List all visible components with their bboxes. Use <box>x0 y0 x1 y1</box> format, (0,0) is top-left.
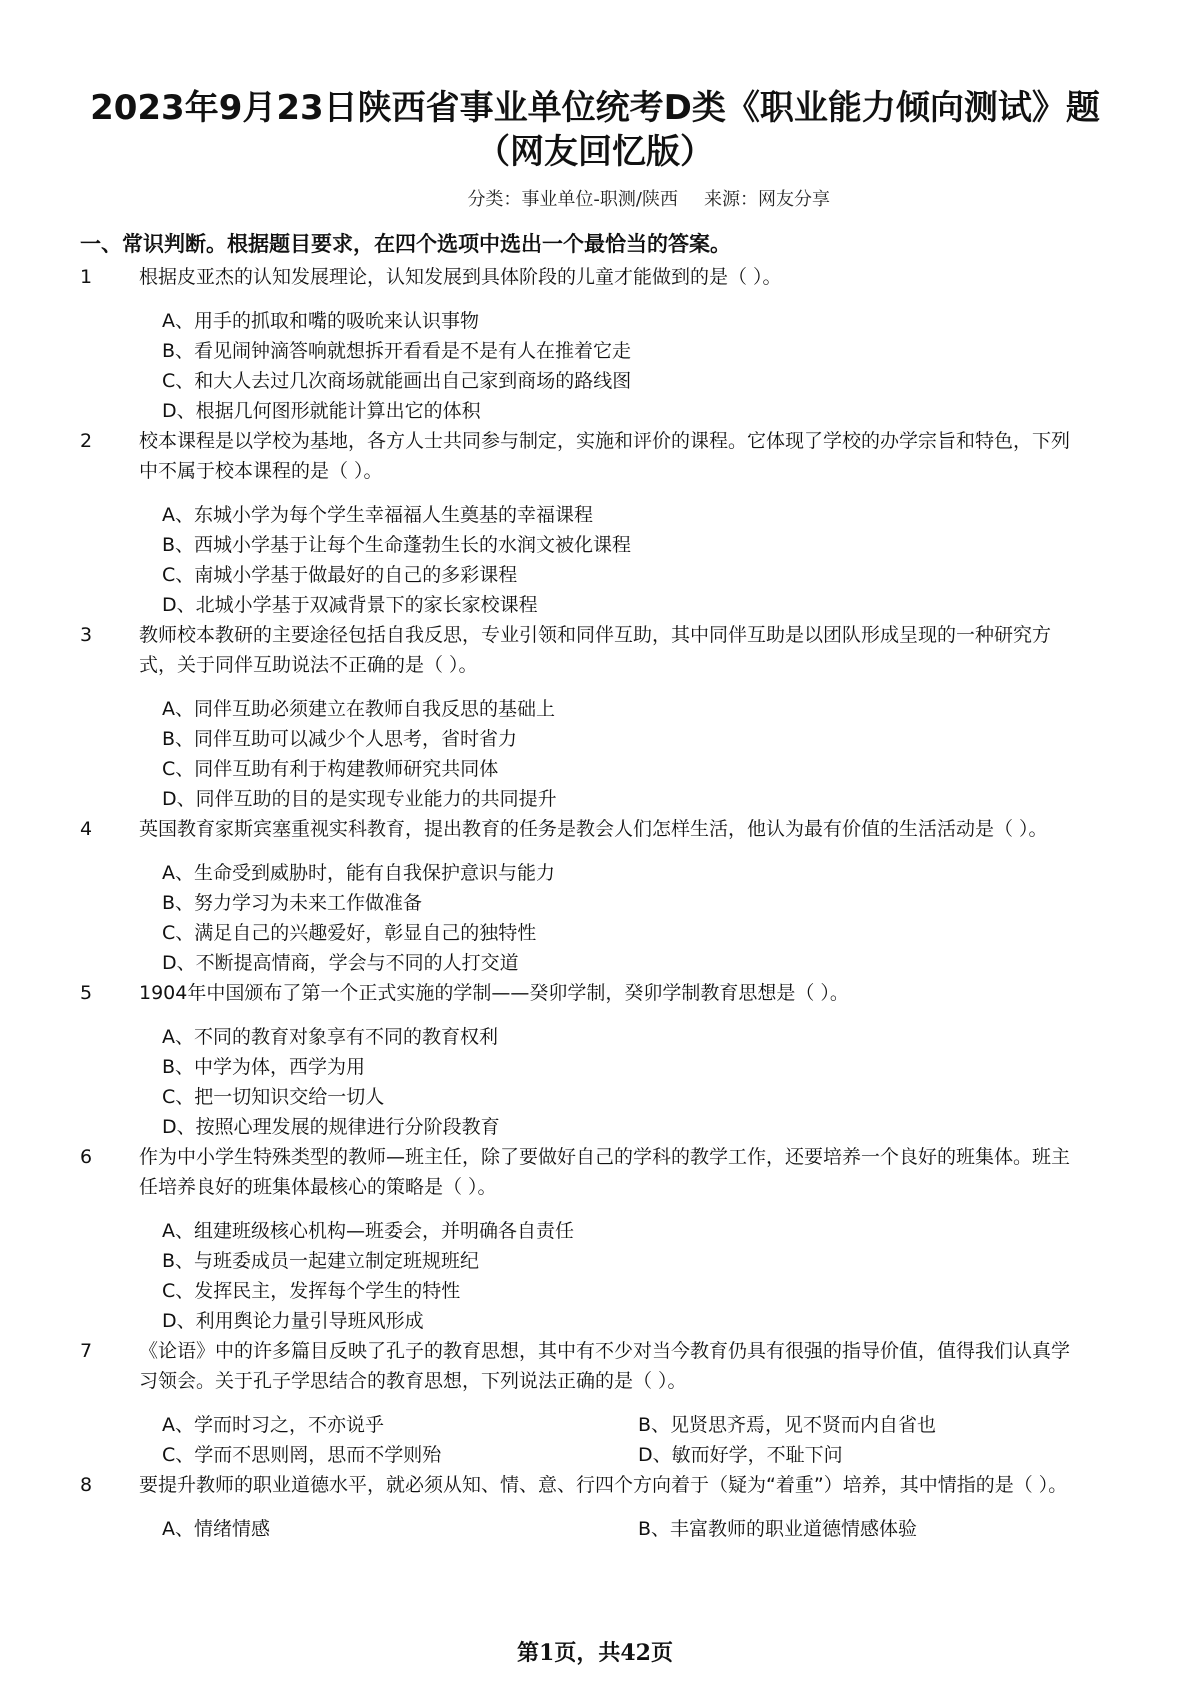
option-a: A、情绪情感 <box>162 1518 270 1540</box>
option-b: B、西城小学基于让每个生命蓬勃生长的水润文被化课程 <box>162 534 632 556</box>
question-number: 2 <box>80 430 93 452</box>
question-list <box>0 262 1190 1544</box>
question-1 <box>0 262 1190 426</box>
option-list <box>162 858 1190 978</box>
option-a: A、用手的抓取和嘴的吸吮来认识事物 <box>162 310 479 332</box>
option-a: A、生命受到威胁时，能有自我保护意识与能力 <box>162 862 555 884</box>
option-d: D、北城小学基于双减背景下的家长家校课程 <box>162 594 538 616</box>
question-8 <box>0 1470 1190 1544</box>
option-d: D、不断提高情商，学会与不同的人打交道 <box>162 952 519 974</box>
option-b: B、同伴互助可以减少个人思考，省时省力 <box>162 728 518 750</box>
option-b: B、与班委成员一起建立制定班规班纪 <box>162 1250 480 1272</box>
option-b: B、中学为体，西学为用 <box>162 1056 366 1078</box>
question-stem: 1904年中国颁布了第一个正式实施的学制——癸卯学制，癸卯学制教育思想是（ ）。 <box>139 982 849 1004</box>
option-list <box>162 694 1190 814</box>
question-stem: 教师校本教研的主要途径包括自我反思，专业引领和同伴互助，其中同伴互助是以团队形成呈现的一种研究方式，关于同伴互助说法不正确的是（ ）。 <box>139 624 1052 676</box>
option-c: C、和大人去过几次商场就能画出自己家到商场的路线图 <box>162 370 632 392</box>
option-c: C、同伴互助有利于构建教师研究共同体 <box>162 758 499 780</box>
option-b: B、看见闹钟滴答响就想拆开看看是不是有人在推着它走 <box>162 340 632 362</box>
option-c: C、学而不思则罔，思而不学则殆 <box>162 1444 442 1466</box>
question-stem: 根据皮亚杰的认知发展理论，认知发展到具体阶段的儿童才能做到的是（ ）。 <box>139 266 782 288</box>
option-d: D、利用舆论力量引导班风形成 <box>162 1310 424 1332</box>
question-stem: 要提升教师的职业道德水平，就必须从知、情、意、行四个方向着于（疑为“着重”）培养，其中情指的是（ ）。 <box>139 1474 1068 1496</box>
question-number: 5 <box>80 982 93 1004</box>
section-heading: 一、常识判断。根据题目要求，在四个选项中选出一个最恰当的答案。 <box>80 232 731 256</box>
question-stem: 《论语》中的许多篇目反映了孔子的教育思想，其中有不少对当今教育仍具有很强的指导价值，值得我们认真学习领会。关于孔子学思结合的教育思想，下列说法正确的是（ ）。 <box>139 1340 1071 1392</box>
option-c: C、满足自己的兴趣爱好，彰显自己的独特性 <box>162 922 537 944</box>
question-4 <box>0 814 1190 978</box>
question-3 <box>0 620 1190 814</box>
option-list <box>162 1022 1190 1142</box>
option-c: C、发挥民主，发挥每个学生的特性 <box>162 1280 461 1302</box>
option-list <box>162 1410 1190 1470</box>
question-stem: 英国教育家斯宾塞重视实科教育，提出教育的任务是教会人们怎样生活，他认为最有价值的生活活动是（ ）。 <box>139 818 1048 840</box>
source-label: 来源：网友分享 <box>704 189 830 210</box>
page-title <box>60 86 1130 174</box>
option-d: D、根据几何图形就能计算出它的体积 <box>162 400 481 422</box>
option-b: B、丰富教师的职业道德情感体验 <box>638 1518 918 1540</box>
question-number: 7 <box>80 1340 93 1362</box>
option-list <box>162 1216 1190 1336</box>
option-list <box>162 500 1190 620</box>
option-list <box>162 306 1190 426</box>
option-c: C、把一切知识交给一切人 <box>162 1086 385 1108</box>
question-number: 3 <box>80 624 93 646</box>
option-a: A、不同的教育对象享有不同的教育权利 <box>162 1026 498 1048</box>
option-d: D、同伴互助的目的是实现专业能力的共同提升 <box>162 788 557 810</box>
option-b: B、见贤思齐焉，见不贤而内自省也 <box>638 1414 937 1436</box>
title-line-1: 2023年9月23日陕西省事业单位统考D类《职业能力倾向测试》题 <box>90 88 1100 128</box>
option-d: D、按照心理发展的规律进行分阶段教育 <box>162 1116 500 1138</box>
question-7 <box>0 1336 1190 1470</box>
title-line-2: （网友回忆版） <box>476 132 714 172</box>
question-stem: 校本课程是以学校为基地，各方人士共同参与制定，实施和评价的课程。它体现了学校的办学宗旨和特色，下列中不属于校本课程的是（ ）。 <box>139 430 1071 482</box>
option-list <box>162 1514 1190 1544</box>
question-2 <box>0 426 1190 620</box>
option-d: D、敏而好学，不耻下问 <box>638 1444 843 1466</box>
option-a: A、组建班级核心机构—班委会，并明确各自责任 <box>162 1220 574 1242</box>
option-a: A、学而时习之，不亦说乎 <box>162 1414 384 1436</box>
question-number: 4 <box>80 818 93 840</box>
category-label: 分类：事业单位-职测/陕西 <box>467 189 678 210</box>
meta-info <box>467 185 830 211</box>
question-stem: 作为中小学生特殊类型的教师—班主任，除了要做好自己的学科的教学工作，还要培养一个良好的班集体。班主任培养良好的班集体最核心的策略是（ ）。 <box>139 1146 1071 1198</box>
option-c: C、南城小学基于做最好的自己的多彩课程 <box>162 564 518 586</box>
question-number: 8 <box>80 1474 93 1496</box>
question-number: 6 <box>80 1146 93 1168</box>
option-a: A、同伴互助必须建立在教师自我反思的基础上 <box>162 698 555 720</box>
question-6 <box>0 1142 1190 1336</box>
option-b: B、努力学习为未来工作做准备 <box>162 892 423 914</box>
page-footer: 第1页，共42页 <box>517 1640 673 1666</box>
option-a: A、东城小学为每个学生幸福福人生奠基的幸福课程 <box>162 504 593 526</box>
question-5 <box>0 978 1190 1142</box>
question-number: 1 <box>80 266 93 288</box>
